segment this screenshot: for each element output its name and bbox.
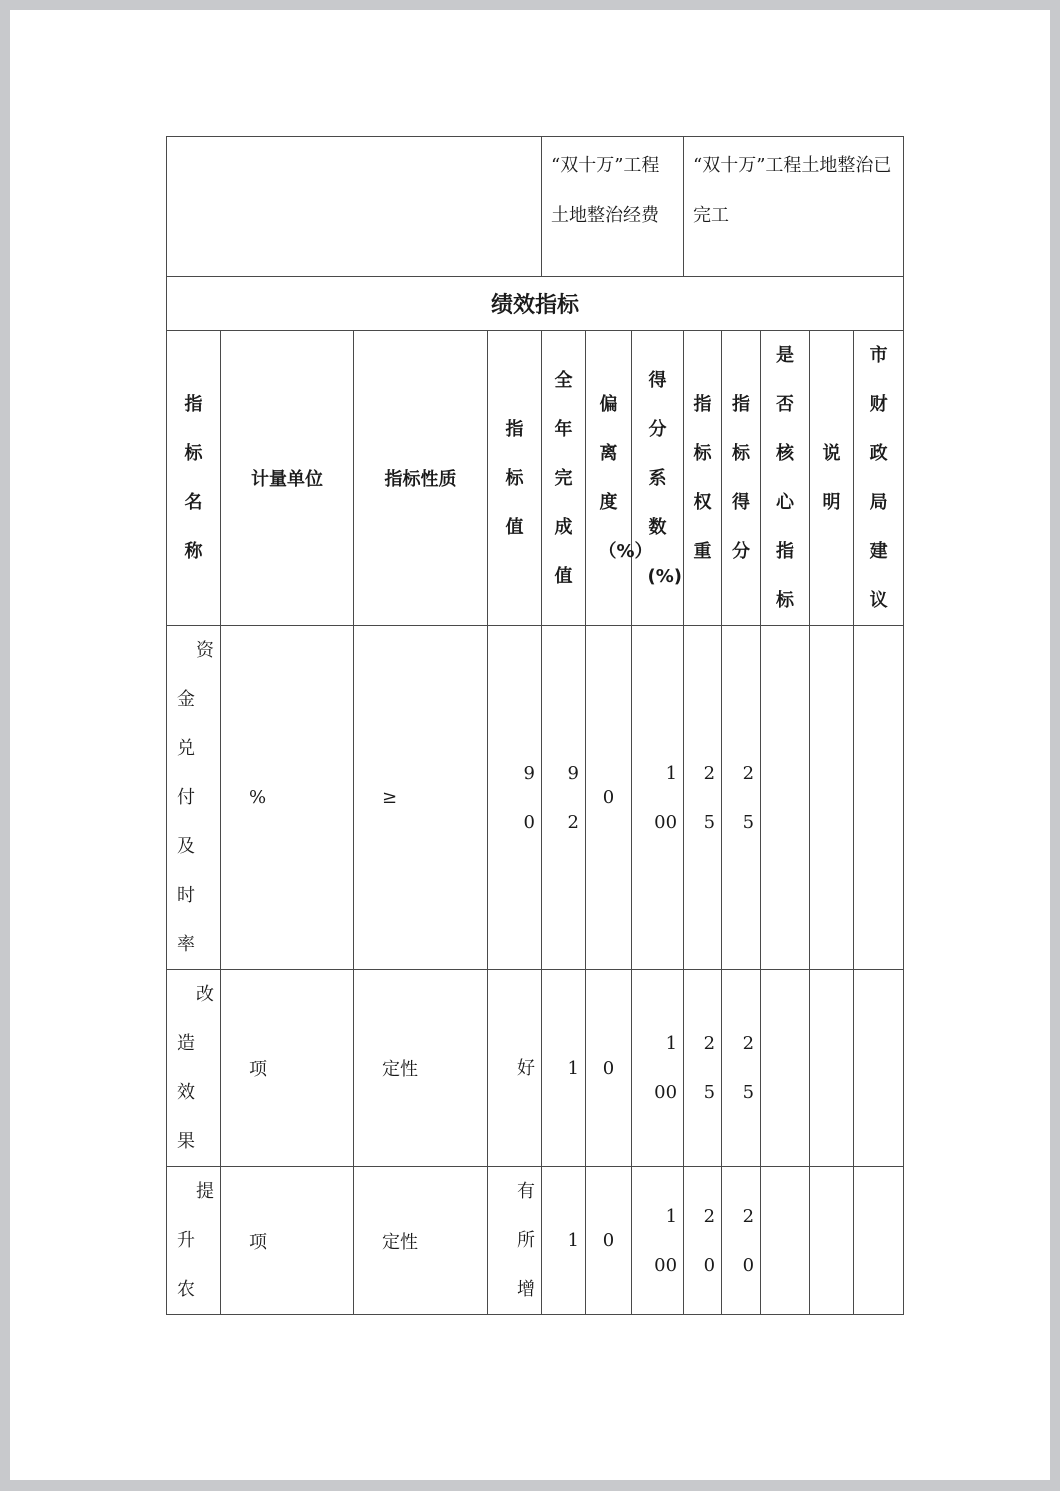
weight-cell-part: 5 [703,811,716,833]
header-advice: 市财政局建议 [854,331,904,626]
coef-cell [632,970,684,1167]
indicator-name-char: 兑 [177,738,195,759]
score-cell [722,970,761,1167]
header-coef: 得分系数(%) [632,331,684,626]
score-cell-part: 2 [742,1205,755,1227]
indicator-name-first: 资 [196,640,214,661]
advice-cell [854,970,904,1167]
performance-table [166,136,904,1315]
indicator-name-char: 效 [177,1082,195,1103]
coef-cell-part: 1 [665,1205,678,1227]
header-row [167,331,904,626]
section-title-row [167,277,904,331]
indicator-name-char: 率 [177,934,195,955]
unit-cell: % [221,626,354,970]
deviation-cell: 0 [586,626,632,970]
weight-cell [684,1167,722,1315]
section-title: 绩效指标 [167,277,904,331]
target-cell [488,970,542,1167]
unit-cell: 项 [221,970,354,1167]
actual-cell-part: 2 [567,811,579,833]
actual-cell [542,970,586,1167]
score-cell [722,626,761,970]
actual-cell [542,1167,586,1315]
target-cell-part: 9 [523,762,535,784]
top-empty-cell [167,137,542,277]
indicator-name-char: 付 [177,787,195,808]
target-cell-part: 0 [523,811,535,833]
indicator-name-char: 金 [177,689,195,710]
table-row [167,970,904,1167]
weight-cell [684,626,722,970]
score-cell-part: 2 [742,762,755,784]
coef-cell-part: 00 [654,1254,678,1276]
core-cell [761,1167,810,1315]
coef-cell [632,626,684,970]
unit-cell: 项 [221,1167,354,1315]
weight-cell-part: 2 [703,762,716,784]
header-name: 指标名称 [167,331,221,626]
header-unit: 计量单位 [221,331,354,626]
actual-cell-part: 9 [567,762,579,784]
nature-cell: 定性 [354,1167,488,1315]
top-cell-funding: “双十万”工程土地整治经费 [542,137,684,277]
weight-cell [684,970,722,1167]
header-weight: 指标权重 [684,331,722,626]
coef-cell-part: 1 [665,762,678,784]
actual-cell-part: 1 [567,1057,579,1079]
header-score: 指标得分 [722,331,761,626]
indicator-name-char: 果 [177,1131,195,1152]
nature-cell: 定性 [354,970,488,1167]
header-note: 说明 [810,331,854,626]
actual-cell-part: 1 [567,1230,579,1251]
header-deviation: 偏离度（%） [586,331,632,626]
coef-cell-part: 1 [665,1033,678,1054]
header-actual: 全年完成值 [542,331,586,626]
header-core: 是否核心指标 [761,331,810,626]
weight-cell-part: 0 [703,1254,716,1276]
coef-cell-part: 00 [654,811,678,833]
top-row [167,137,904,277]
indicator-name-first: 提 [196,1181,214,1202]
table-row [167,1167,904,1315]
deviation-cell: 0 [586,1167,632,1315]
target-cell-part: 增 [517,1279,535,1300]
target-cell-part: 所 [517,1230,535,1251]
indicator-name-char: 农 [177,1279,195,1300]
indicator-name [167,970,221,1167]
indicator-name-char: 及 [177,836,195,857]
core-cell [761,970,810,1167]
score-cell-part: 5 [742,811,755,833]
top-cell-completed: “双十万”工程土地整治已完工 [684,137,904,277]
target-cell [488,626,542,970]
advice-cell [854,626,904,970]
deviation-cell: 0 [586,970,632,1167]
target-cell [488,1167,542,1315]
score-cell-part: 5 [742,1082,755,1103]
note-cell [810,626,854,970]
indicator-name [167,626,221,970]
note-cell [810,1167,854,1315]
score-cell-part: 0 [742,1254,755,1276]
indicator-name-first: 改 [196,984,214,1005]
core-cell [761,626,810,970]
target-cell-part: 有 [517,1181,535,1202]
weight-cell-part: 2 [703,1033,716,1054]
weight-cell-part: 5 [703,1082,716,1103]
coef-cell [632,1167,684,1315]
table-row [167,626,904,970]
indicator-name-char: 升 [177,1230,195,1251]
score-cell-part: 2 [742,1033,755,1054]
weight-cell-part: 2 [703,1205,716,1227]
actual-cell [542,626,586,970]
header-target: 指标值 [488,331,542,626]
document-page [10,10,1050,1480]
header-nature: 指标性质 [354,331,488,626]
advice-cell [854,1167,904,1315]
nature-cell: ≥ [354,626,488,970]
score-cell [722,1167,761,1315]
coef-cell-part: 00 [654,1082,678,1103]
data-rows [167,626,904,1315]
indicator-name-char: 时 [177,885,195,906]
note-cell [810,970,854,1167]
indicator-name [167,1167,221,1315]
target-cell-part: 好 [517,1057,535,1079]
indicator-name-char: 造 [177,1033,195,1054]
